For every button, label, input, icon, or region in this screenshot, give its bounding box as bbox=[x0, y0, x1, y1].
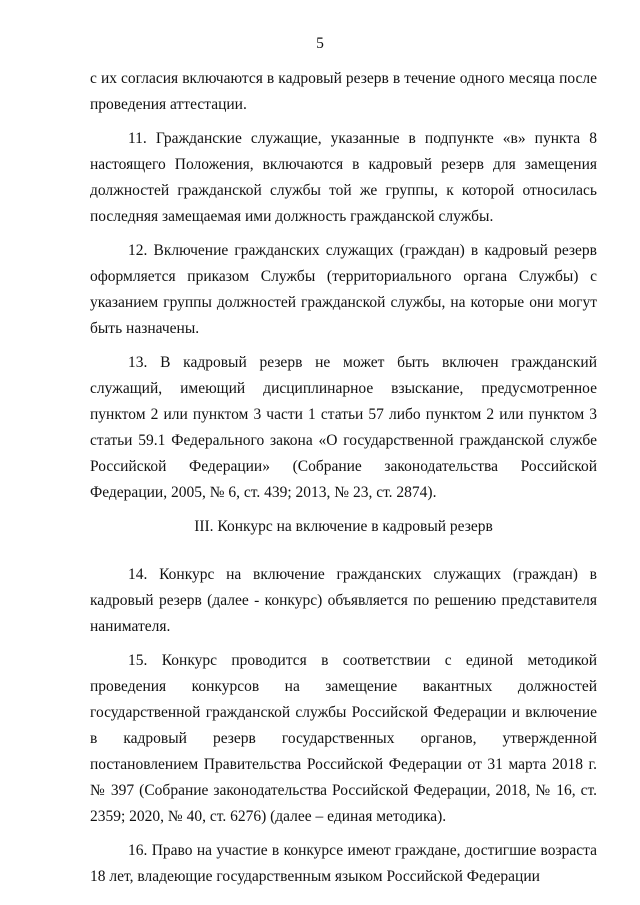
paragraph-12: 12. Включение гражданских служащих (граждан) в кадровый резерв оформляется приказом Службы (территориального органа Службы) с указанием группы должностей гражданской службы, на которые они могут быть назначены. bbox=[90, 242, 597, 337]
paragraph-14: 14. Конкурс на включение гражданских служащих (граждан) в кадровый резерв (далее - конкурс) объявляется по решению представителя нанимателя. bbox=[90, 566, 597, 635]
section-heading: III. Конкурс на включение в кадровый резерв bbox=[194, 518, 493, 535]
paragraph-13: 13. В кадровый резерв не может быть включен гражданский служащий, имеющий дисциплинарное взыскание, предусмотренное пунктом 2 или пунктом 3 части 1 статьи 57 либо пунктом 2 или пунктом 3 статьи 59.1 Федерального закона «О государственной гражданской службе Российской Федерации» (Собрание законодательства Российской Федерации, 2005, № 6, ст. 439; 2013, № 23, ст. 2874). bbox=[90, 354, 597, 501]
paragraph-11: 11. Гражданские служащие, указанные в подпункте «в» пункта 8 настоящего Положения, включаются в кадровый резерв для замещения должностей гражданской службы той же группы, к которой относилась последняя замещаемая ими должность гражданской службы. bbox=[90, 130, 597, 225]
page-number: 5 bbox=[316, 35, 324, 52]
paragraph-15: 15. Конкурс проводится в соответствии с единой методикой проведения конкурсов на замещение вакантных должностей государственной гражданской службы Российской Федерации и включение в кадровый резерв государственных органов, утвержденной постановлением Правительства Российской Федерации от 31 марта 2018 г. № 397 (Собрание законодательства Российской Федерации, 2018, № 16, ст. 2359; 2020, № 40, ст. 6276) (далее – единая методика). bbox=[90, 652, 597, 825]
paragraph-16: 16. Право на участие в конкурсе имеют граждане, достигшие возраста 18 лет, владеющие государственным языком Российской Федерации bbox=[90, 842, 597, 885]
paragraph-continuation: с их согласия включаются в кадровый резерв в течение одного месяца после проведения аттестации. bbox=[90, 70, 597, 113]
document-body bbox=[90, 66, 597, 898]
